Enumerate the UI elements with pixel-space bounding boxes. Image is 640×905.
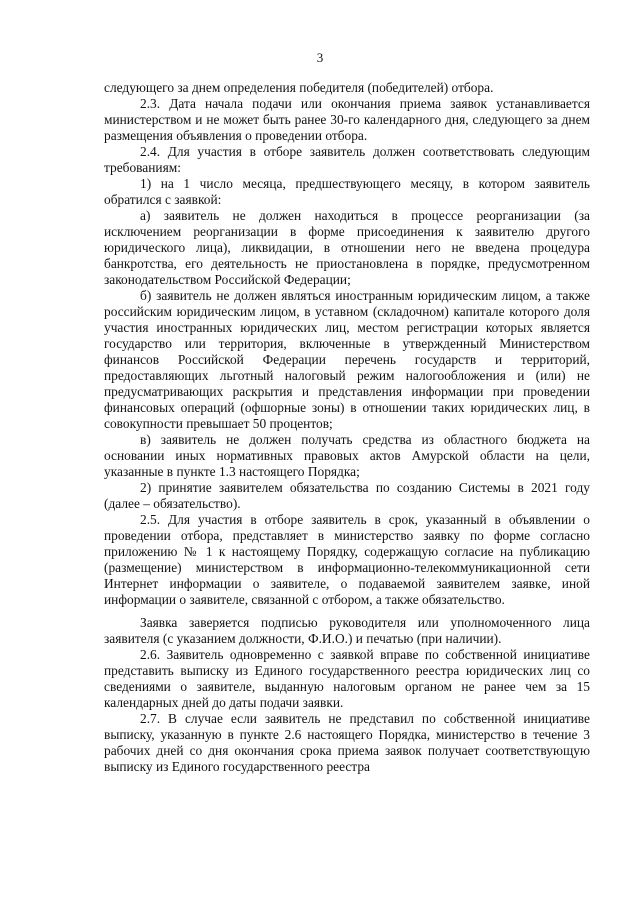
paragraph-item-b: б) заявитель не должен являться иностранным юридическим лицом, а также российским юридическим лицом, в уставном (складочном) капитале которого доля участия иностранных юридических лиц, местом регистрации которых является государство или территория, включенные в утвержденный Министерством финансов Российской Федерации перечень государств и территорий, предоставляющих льготный налоговый режим налогообложения и (или) не предусматривающих раскрытия и представления информации при проведении финансовых операций (офшорные зоны) в отношении таких юридических лиц, в совокупности превышает 50 процентов; <box>104 288 590 431</box>
paragraph-item-v: в) заявитель не должен получать средства из областного бюджета на основании иных нормативных правовых актов Амурской области на цели, указанные в пункте 1.3 настоящего Порядка; <box>104 432 590 479</box>
paragraph-2-6: 2.6. Заявитель одновременно с заявкой вправе по собственной инициативе представить выписку из Единого государственного реестра юридических лиц со сведениями о заявителе, выданную налоговым органом не ранее чем за 15 календарных дней до даты подачи заявки. <box>104 647 590 710</box>
paragraph-2-4: 2.4. Для участия в отборе заявитель должен соответствовать следующим требованиям: <box>104 144 590 175</box>
paragraph-2-5: 2.5. Для участия в отборе заявитель в срок, указанный в объявлении о проведении отбора, представляет в министерство заявку по форме согласно приложению № 1 к настоящему Порядку, содержащую согласие на публикацию (размещение) министерством в информационно-телекоммуникационной сети Интернет информации о заявителе, о подаваемой заявителем заявке, иной информации о заявителе, связанной с отбором, а также обязательство. <box>104 512 590 607</box>
page-number: 3 <box>316 50 324 65</box>
paragraph-item-a: а) заявитель не должен находиться в процессе реорганизации (за исключением реорганизации в форме присоединения к заявителю другого юридического лица), ликвидации, в отношении него не введена процедура банкротства, его деятельность не приостановлена в порядке, предусмотренном законодательством Российской Федерации; <box>104 208 590 287</box>
paragraph-2-7: 2.7. В случае если заявитель не представил по собственной инициативе выписку, указанную в пункте 2.6 настоящего Порядка, министерство в течение 3 рабочих дней со дня окончания срока приема заявок получает соответствующую выписку из Единого государственного реестра <box>104 711 590 774</box>
paragraph-item-2: 2) принятие заявителем обязательства по созданию Системы в 2021 году (далее – обязательство). <box>104 480 590 511</box>
paragraph-2-3: 2.3. Дата начала подачи или окончания приема заявок устанавливается министерством и не может быть ранее 30-го календарного дня, следующего за днем размещения объявления о проведении отбора. <box>104 96 590 143</box>
paragraph-item-1: 1) на 1 число месяца, предшествующего месяцу, в котором заявитель обратился с заявкой: <box>104 176 590 207</box>
document-body <box>104 80 590 775</box>
paragraph-continuation: следующего за днем определения победителя (победителей) отбора. <box>104 80 494 95</box>
paragraph-signature-requirement: Заявка заверяется подписью руководителя или уполномоченного лица заявителя (с указанием должности, Ф.И.О.) и печатью (при наличии). <box>104 615 590 646</box>
